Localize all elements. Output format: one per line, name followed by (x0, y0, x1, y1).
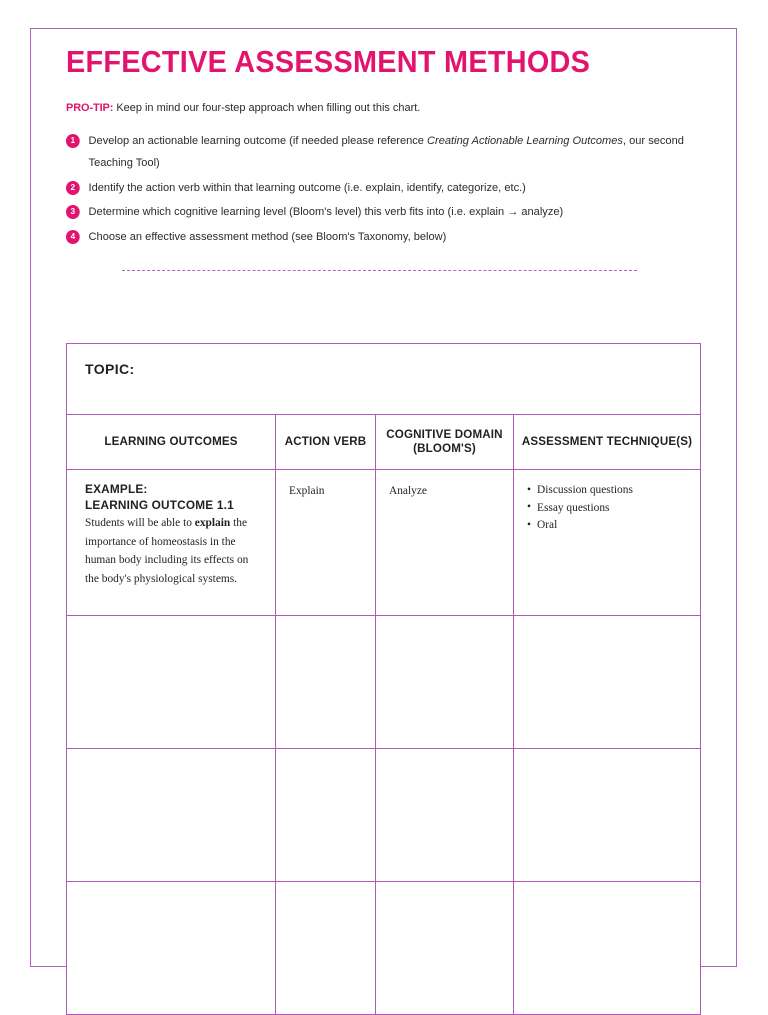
pro-tip-text: Keep in mind our four-step approach when filling out this chart. (113, 101, 421, 114)
table-row (67, 749, 701, 882)
step-item (66, 201, 689, 223)
list-item: • Essay questions (527, 500, 689, 518)
step-item (66, 226, 689, 248)
pro-tip-line (66, 101, 683, 117)
step-number-badge: 2 (66, 181, 80, 195)
dashed-divider-wrapper (66, 270, 702, 271)
techniques-list (527, 482, 689, 535)
outcome-text-bold: explain (194, 517, 231, 530)
outcome-text-after: the importance of homeostasis in the human body including its effects on the body's physiological systems. (85, 517, 249, 585)
column-header-action-verb: ACTION VERB (276, 415, 376, 470)
list-item: • Discussion questions (527, 482, 689, 500)
step-text-part1: Determine which cognitive learning level (Bloom's level) this verb fits into (i.e. explain → analyze) (88, 206, 564, 219)
list-item: • Oral (527, 517, 689, 535)
example-label-line2: LEARNING OUTCOME 1.1 (85, 497, 234, 512)
step-text-part1: Identify the action verb within that learning outcome (i.e. explain, identify, categorize, etc.) (88, 181, 526, 194)
steps-list (66, 130, 702, 248)
cell-action-verb-blank[interactable] (276, 882, 376, 1015)
cell-learning-outcome-blank[interactable] (67, 616, 276, 749)
table-row (67, 616, 701, 749)
example-label-line1: EXAMPLE: (85, 482, 148, 496)
step-number-badge: 1 (66, 134, 80, 148)
cell-example-learning-outcome[interactable] (67, 470, 276, 616)
outcome-text-before: Students will be able to (85, 517, 195, 530)
step-item (66, 177, 689, 199)
assessment-table-wrapper (66, 343, 700, 1015)
cell-learning-outcome-blank[interactable] (67, 882, 276, 1015)
table-row (67, 882, 701, 1015)
cell-techniques-blank[interactable] (514, 882, 701, 1015)
cell-example-cognitive-domain[interactable]: Analyze (376, 470, 514, 616)
table-header-row (67, 415, 701, 470)
cell-cognitive-domain-blank[interactable] (376, 749, 514, 882)
column-header-cognitive-domain (376, 415, 514, 470)
step-text-italic: Creating Actionable Learning Outcomes (427, 135, 623, 148)
step-text-part1: Choose an effective assessment method (see Bloom's Taxonomy, below) (88, 230, 447, 243)
step-text-part2: , our second Teaching Tool) (88, 135, 684, 170)
cell-example-action-verb[interactable]: Explain (276, 470, 376, 616)
assessment-table (66, 343, 701, 1015)
dashed-divider (122, 270, 637, 271)
example-label (85, 482, 264, 513)
table-row-example (67, 470, 701, 616)
topic-field[interactable]: TOPIC: (67, 344, 701, 415)
cognitive-domain-line2: (BLOOM'S) (413, 442, 476, 455)
cell-techniques-blank[interactable] (514, 616, 701, 749)
cognitive-domain-line1: COGNITIVE DOMAIN (386, 427, 503, 441)
table-row-topic (67, 344, 701, 415)
column-header-assessment-technique: ASSESSMENT TECHNIQUE(S) (514, 415, 701, 470)
page-title: EFFECTIVE ASSESSMENT METHODS (66, 44, 591, 79)
cell-action-verb-blank[interactable] (276, 616, 376, 749)
cell-example-techniques[interactable] (514, 470, 701, 616)
step-number-badge: 4 (66, 230, 80, 244)
document-header-section (66, 46, 702, 271)
step-text-part1: Develop an actionable learning outcome (if needed please reference (88, 135, 428, 148)
step-item (66, 130, 689, 174)
cell-learning-outcome-blank[interactable] (67, 749, 276, 882)
pro-tip-label: PRO-TIP: (66, 101, 114, 114)
column-header-learning-outcomes: LEARNING OUTCOMES (67, 415, 276, 470)
cell-action-verb-blank[interactable] (276, 749, 376, 882)
cell-cognitive-domain-blank[interactable] (376, 616, 514, 749)
cell-techniques-blank[interactable] (514, 749, 701, 882)
example-outcome-text (85, 514, 264, 588)
step-number-badge: 3 (66, 205, 80, 219)
cell-cognitive-domain-blank[interactable] (376, 882, 514, 1015)
